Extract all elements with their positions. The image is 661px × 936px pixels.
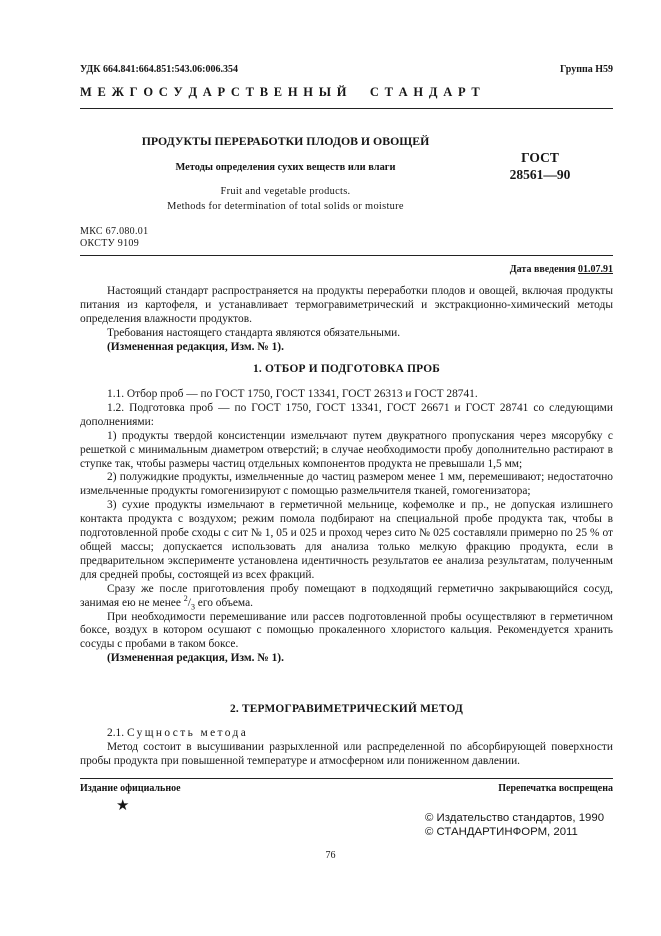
list-item-3: 3) сухие продукты измельчают в герметичной мельнице, кофемолке и пр., не допуская излишнего контакта продукта с воздухом; режим помола подбирают на специальной пробе продукта так, чтобы в подготовленной пробе сходы с сит № 1, 05 и 025 и проход через сито № 025 составляли примерно по 25 % от общей массы; допускается использовать для анализа только мелкую фракцию продукта, если в предварительном эксперименте установлена идентичность результатов ее анализа результатам, полученным для средней пробы, состоящей из всех фракций. [80,499,613,581]
box-paragraph: При необходимости перемешивание или рассев подготовленной пробы осуществляют в герметичном боксе, воздух в котором осушают с помощью прокаленного хлористого кальция. Рекомендуется хранить сосуды с пробами в таком боксе. [80,610,613,651]
section2-heading: 2. ТЕРМОГРАВИМЕТРИЧЕСКИЙ МЕТОД [229,703,464,715]
copyright-1990: © Издательство стандартов, 1990 [425,812,605,824]
group-code: Группа Н59 [560,64,613,75]
list-item-2: 2) полужидкие продукты, измельченные до частиц размером менее 1 мм, перемешивают; недостаточно измельченные продукты гомогенизируют с помощью размельчителя тканей, гомогенизатора; [80,471,613,498]
star-icon: ★ [116,798,130,814]
intro-date [510,264,613,275]
clause-2-1-title [80,727,613,741]
header-divider [80,108,613,109]
udk-code: УДК 664.841:664.851:543.06:006.354 [80,64,238,75]
clause-2-1-heading: Сущность метода [126,727,249,739]
section1-amendment: (Измененная редакция, Изм. № 1). [107,652,284,665]
clause-1-1: 1.1. Отбор проб — по ГОСТ 1750, ГОСТ 13341, ГОСТ 26313 и ГОСТ 28741. [107,388,478,400]
edition-label: Издание официальное [80,783,181,794]
intro-date-value: 01.07.91 [578,264,613,275]
interstate-standard-banner: М Е Ж Г О С У Д А Р С Т В Е Н Н Ы Й С Т А Н Д А Р Т [80,85,481,99]
title-sub: Методы определения сухих веществ или влаги [175,162,396,173]
gost-label: ГОСТ [521,150,559,165]
page-number: 76 [325,850,336,861]
gost-number: 28561—90 [509,167,571,182]
storage-text-b: его объема. [197,596,253,609]
intro-paragraph: Настоящий стандарт распространяется на продукты переработки плодов и овощей, включая продукты питания из картофеля, и устанавливает термогравиметрический и экстракционно-химический методы определения влажности продуктов. [80,285,613,325]
section1-body [80,388,613,666]
fraction-numerator: 2 [183,593,188,603]
storage-paragraph: Сразу же после приготовления пробу помещают в подходящий герметично закрывающийся сосуд, занимая ею не менее $^2/_3$ его объема. [80,582,613,611]
title-main: ПРОДУКТЫ ПЕРЕРАБОТКИ ПЛОДОВ И ОВОЩЕЙ [141,134,430,148]
intro-mandatory: Требования настоящего стандарта являются обязательными. [107,326,401,339]
clause-2-1-text: Метод состоит в высушивании разрыхленной или распределенной по абсорбирующей поверхности пробы продукта при повышенной температуре и атмосферном или пониженном давлении. [80,740,613,767]
clause-2-1-number: 2.1. [107,727,125,739]
fraction-denominator: 3 [190,601,195,611]
storage-text-a: Сразу же после приготовления пробу помещают в подходящий герметично закрывающийся сосуд, занимая ею не менее [80,582,613,609]
title-english-line1: Fruit and vegetable products. [220,186,351,197]
intro-amendment: (Измененная редакция, Изм. № 1). [107,340,284,353]
footer-divider [80,778,613,779]
intro-block [80,285,613,355]
title-divider [80,255,613,256]
list-item-1: 1) продукты твердой консистенции измельчают путем двукратного пропускания через мясорубку с решеткой с минимальным диаметром отверстий; в случае необходимости пробу дополнительно растирают в ступке так, чтобы размеры частиц отдельных компонентов продукта не превышали 1,5 мм; [80,429,613,470]
intro-date-label: Дата введения [509,264,576,275]
section2-body [80,727,613,769]
title-english-line2: Methods for determination of total solids or moisture [167,201,404,212]
mks-code: МКС 67.080.01 [80,226,149,237]
clause-1-2: 1.2. Подготовка проб — по ГОСТ 1750, ГОСТ 13341, ГОСТ 26671 и ГОСТ 28741 со следующими дополнениями: [80,401,613,428]
copyright-2011: © СТАНДАРТИНФОРМ, 2011 [425,826,578,838]
reprint-label: Перепечатка воспрещена [498,783,613,794]
okstu-code: ОКСТУ 9109 [80,238,140,249]
section1-heading: 1. ОТБОР И ПОДГОТОВКА ПРОБ [252,363,441,375]
